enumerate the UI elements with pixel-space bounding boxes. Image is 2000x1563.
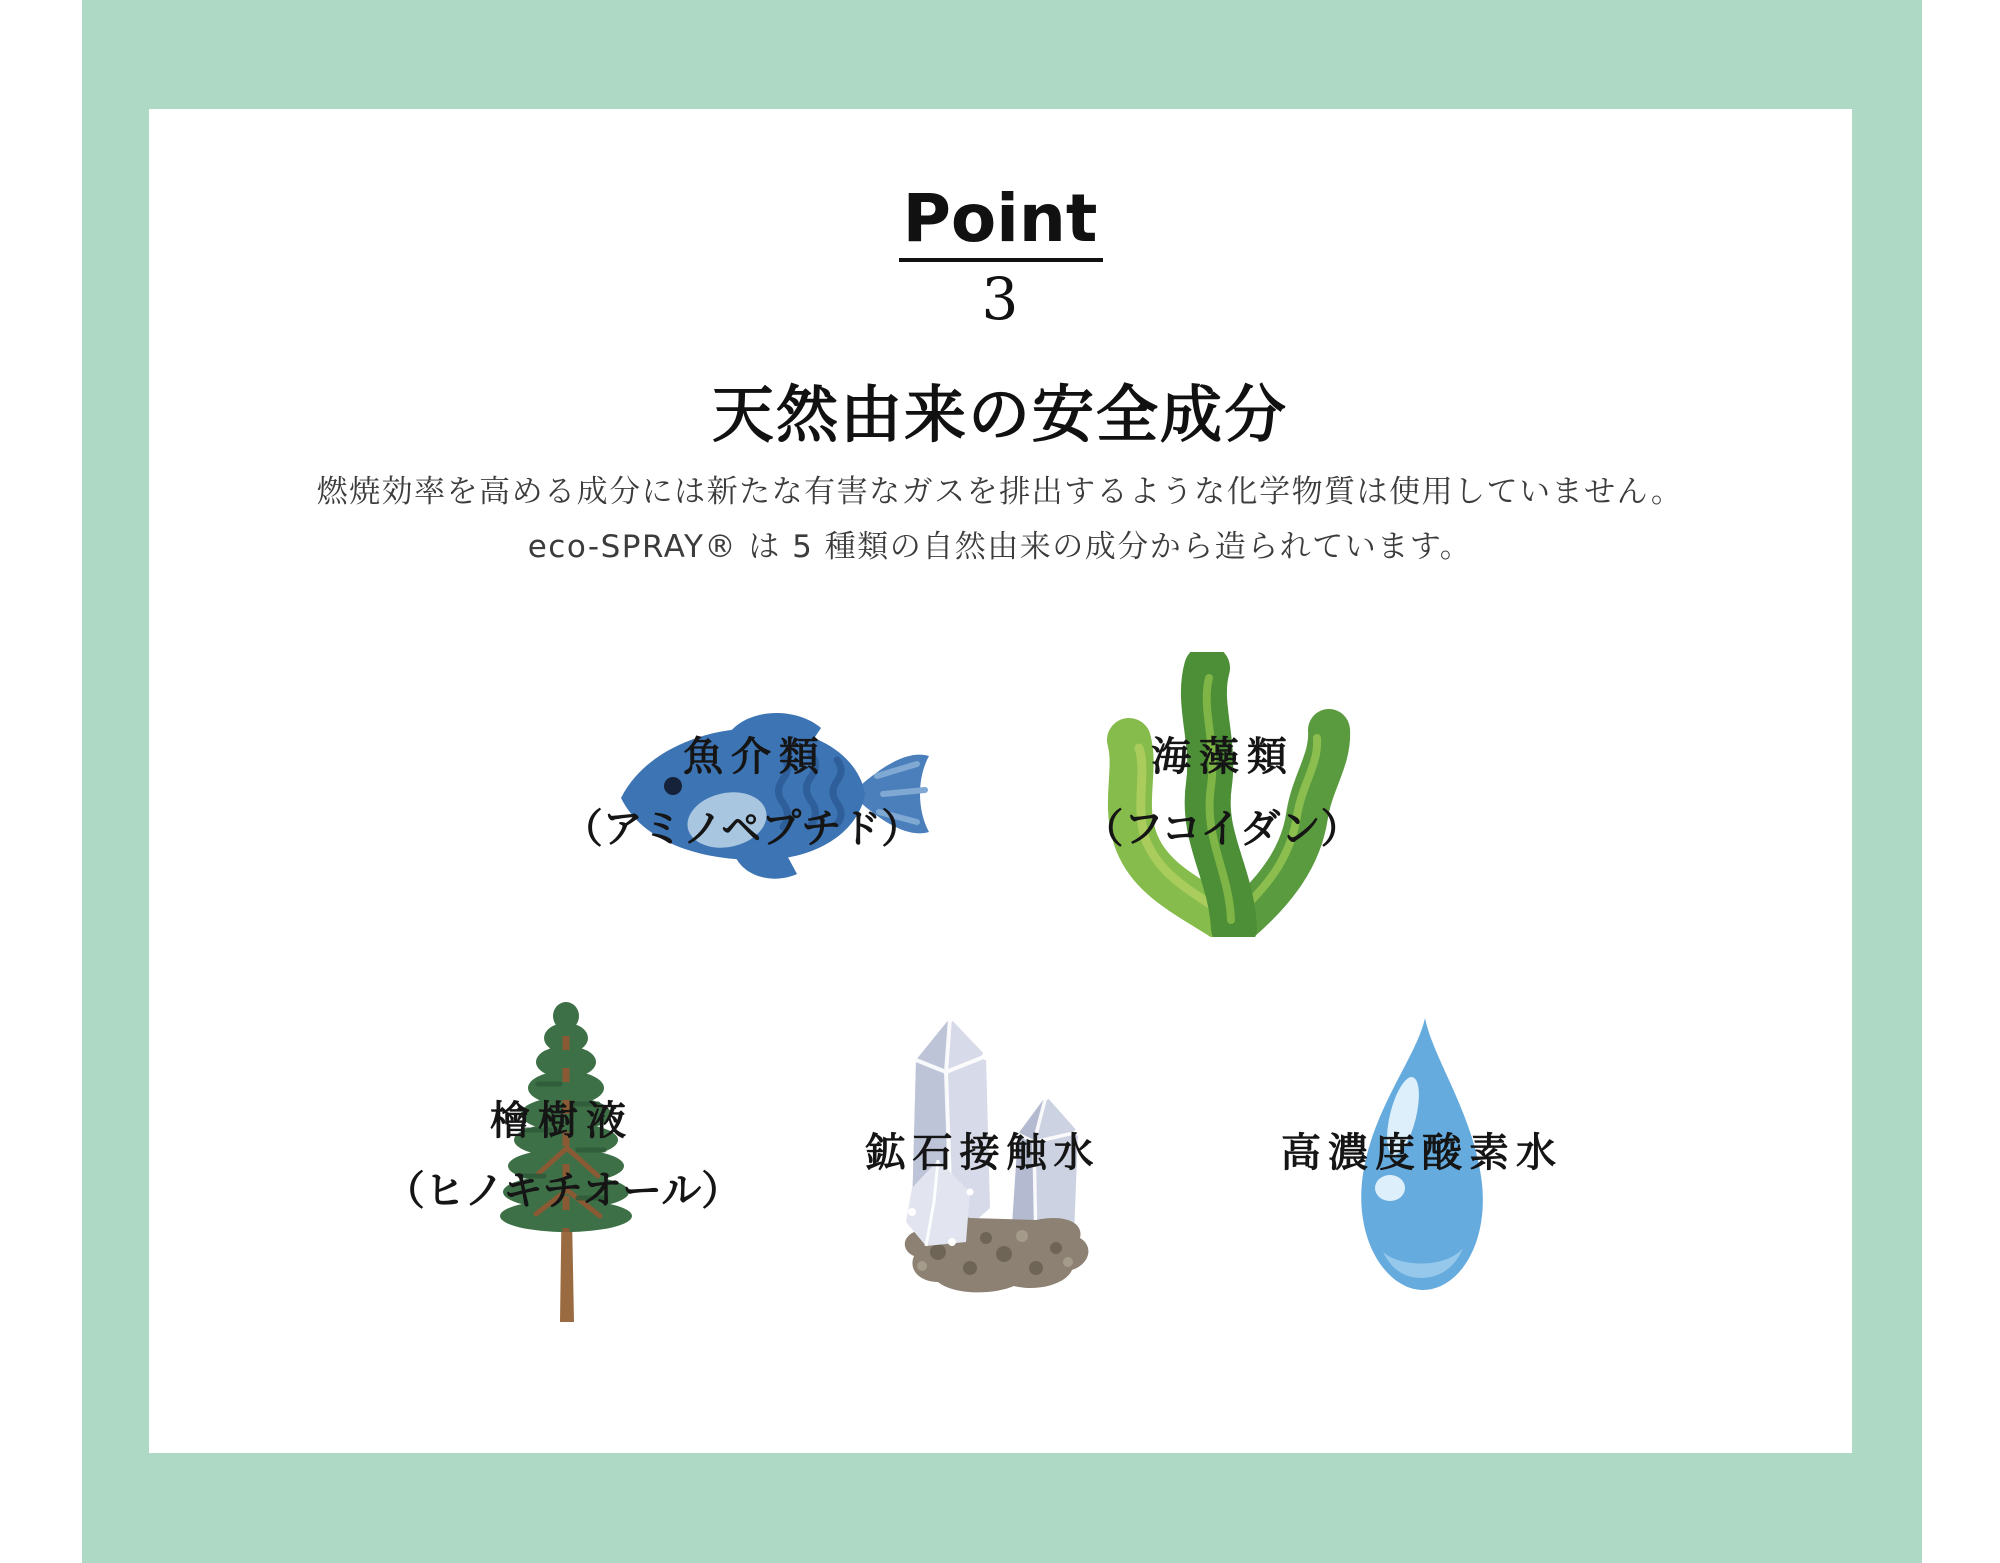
- page-title: 天然由来の安全成分: [711, 378, 1289, 451]
- ingredient-sub-cypress: （ヒノキチオール）: [384, 1168, 742, 1214]
- description-line-1: 燃焼効率を高める成分には新たな有害なガスを排出するような化学物質は使用していません。: [316, 474, 1684, 510]
- ingredient-name-cypress: 檜樹液: [490, 1098, 634, 1144]
- ingredient-name-water: 高濃度酸素水: [1281, 1130, 1563, 1176]
- point-label: Point: [902, 180, 1098, 257]
- point-number: 3: [981, 265, 1019, 333]
- ingredient-name-seaweed: 海藻類: [1151, 734, 1295, 780]
- ingredient-name-fish: 魚介類: [683, 734, 827, 780]
- ingredient-sub-fish: （アミノペプチド）: [562, 806, 922, 852]
- ingredient-sub-seaweed: （フコイダン）: [1083, 806, 1361, 852]
- description-line-2: eco-SPRAY® は 5 種類の自然由来の成分から造られています。: [527, 529, 1473, 565]
- ingredient-name-mineral: 鉱石接触水: [865, 1130, 1101, 1176]
